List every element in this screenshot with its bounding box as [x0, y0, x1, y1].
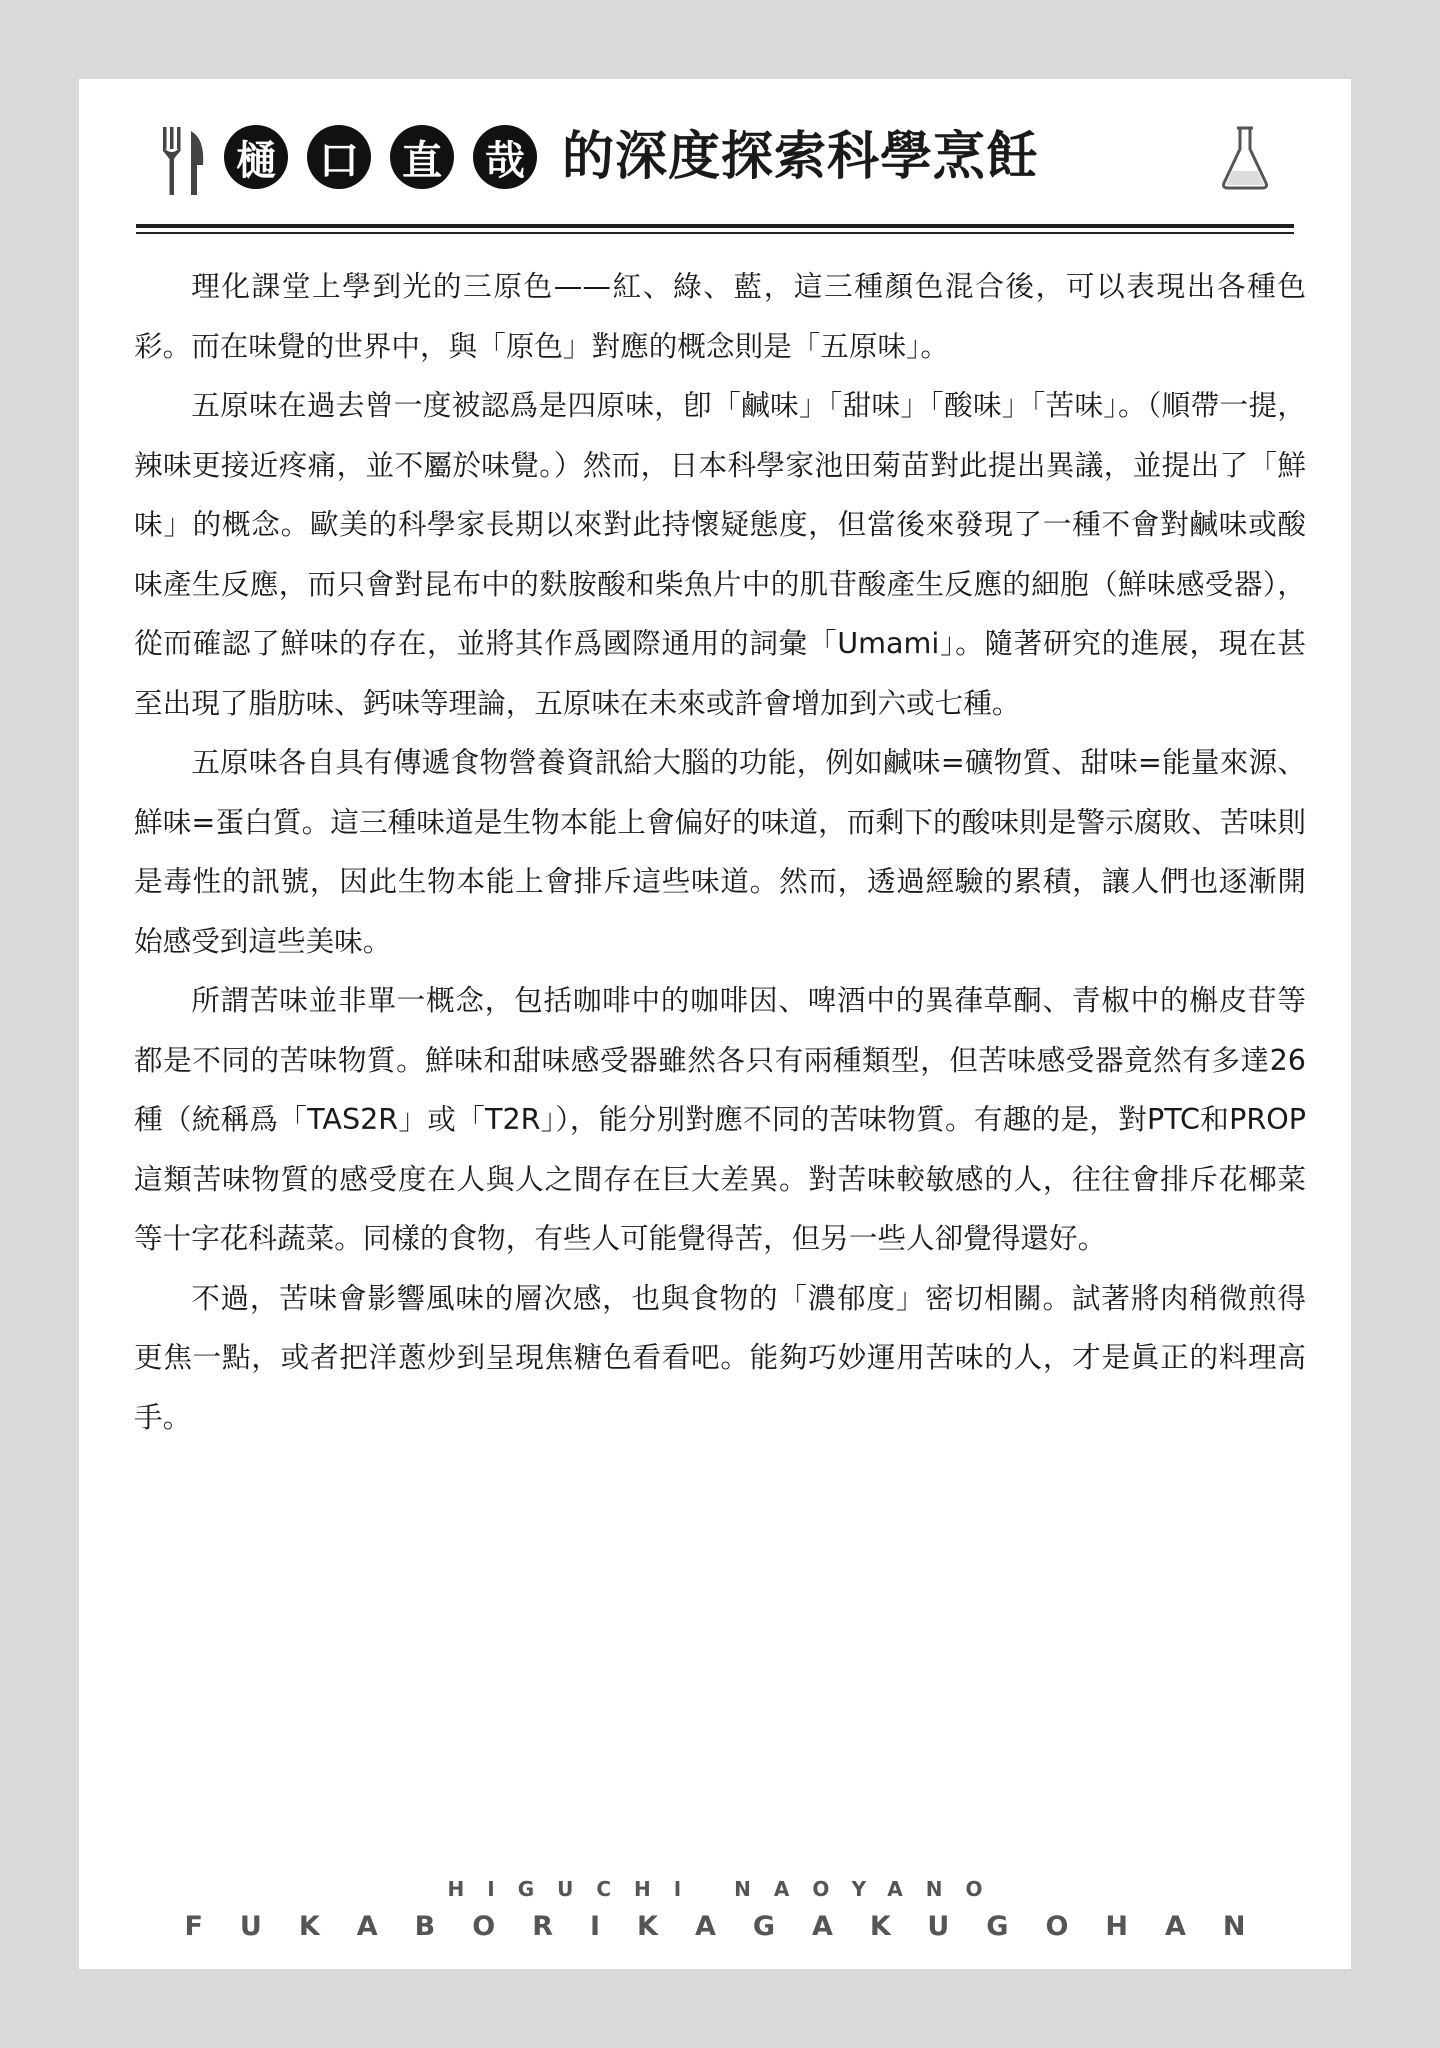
paragraph: 不過，苦味會影響風味的層次感，也與食物的「濃郁度」密切相關。試著將肉稍微煎得更焦一點，或者把洋蔥炒到呈現焦糖色看看吧。能夠巧妙運用苦味的人，才是眞正的料理高手。 — [134, 1280, 1306, 1434]
page-header — [136, 117, 1294, 237]
header-rule — [136, 224, 1294, 228]
title-badge-3: 直 — [390, 125, 454, 189]
page-title: 的深度探索科學烹飪 — [562, 127, 1040, 187]
page — [79, 79, 1351, 1969]
header-rule-thin — [136, 232, 1294, 234]
fork-knife-icon — [161, 127, 207, 195]
article-body — [134, 257, 1306, 1447]
paragraph: 五原味在過去曾一度被認爲是四原味，卽「鹹味」「甜味」「酸味」「苦味」。（順帶一提，辣味更接近疼痛，並不屬於味覺。）然而，日本科學家池田菊苗對此提出異議，並提出了「鮮味」的概念。歐美的科學家長期以來對此持懷疑態度，但當後來發現了一種不會對鹹味或酸味產生反應，而只會對昆布中的麩胺酸和柴魚片中的肌苷酸產生反應的細胞（鮮味感受器），從而確認了鮮味的存在，並將其作爲國際通用的詞彙「Umami」。隨著研究的進展，現在甚至出現了脂肪味、鈣味等理論，五原味在未來或許會增加到六或七種。 — [134, 388, 1306, 720]
paragraph: 理化課堂上學到光的三原色——紅、綠、藍，這三種顏色混合後，可以表現出各種色彩。而在味覺的世界中，與「原色」對應的概念則是「五原味」。 — [134, 269, 1306, 363]
title-badge-2: 口 — [307, 125, 371, 189]
footer-line-1: HIGUCHI NAOYANO — [447, 1877, 1006, 1901]
paragraph: 五原味各自具有傳遞食物營養資訊給大腦的功能，例如鹹味=礦物質、甜味=能量來源、鮮味=蛋白質。這三種味道是生物本能上會偏好的味道，而剩下的酸味則是警示腐敗、苦味則是毒性的訊號，因此生物本能上會排斥這些味道。然而，透過經驗的累積，讓人們也逐漸開始感受到這些美味。 — [134, 745, 1306, 958]
title-badge-4: 哉 — [473, 125, 537, 189]
paragraph: 所謂苦味並非單一概念，包括咖啡中的咖啡因、啤酒中的異葎草酮、青椒中的槲皮苷等都是不同的苦味物質。鮮味和甜味感受器雖然各只有兩種類型，但苦味感受器竟然有多達26種（統稱爲「TAS2R」或「T2R」），能分別對應不同的苦味物質。有趣的是，對PTC和PROP這類苦味物質的感受度在人與人之間存在巨大差異。對苦味較敏感的人，往往會排斥花椰菜等十字花科蔬菜。同樣的食物，有些人可能覺得苦，但另一些人卻覺得還好。 — [134, 983, 1306, 1255]
title-badge-1: 樋 — [224, 125, 288, 189]
footer-line-2: FUKABORIKAGAKUGOHAN — [184, 1911, 1283, 1942]
flask-icon — [1220, 125, 1270, 191]
